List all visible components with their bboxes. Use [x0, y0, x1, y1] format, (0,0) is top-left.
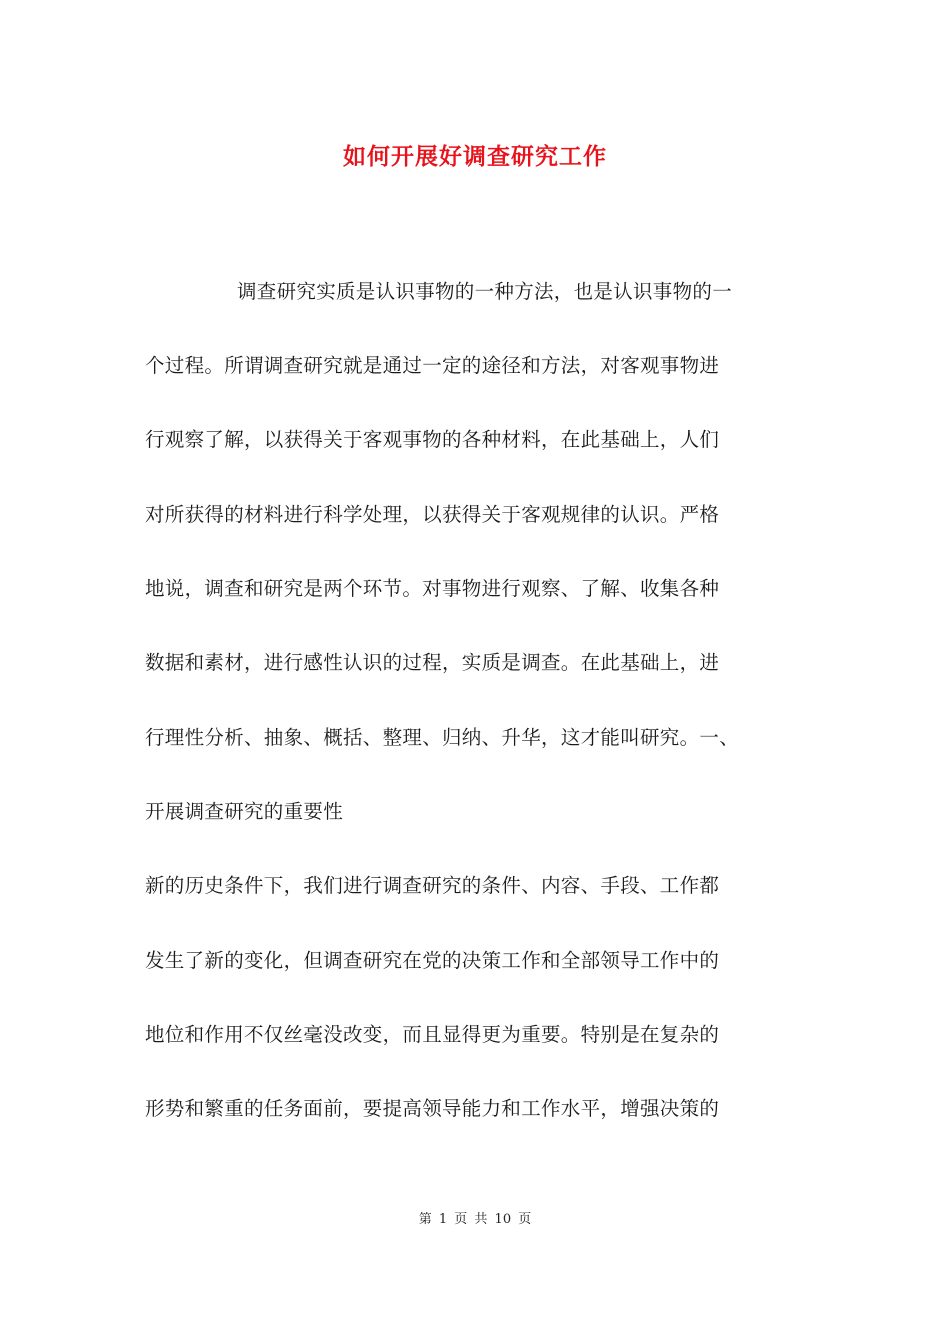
body-line-11: 地位和作用不仅丝毫没改变，而且显得更为重要。特别是在复杂的: [145, 1023, 720, 1046]
body-line-3: 行观察了解，以获得关于客观事物的各种材料，在此基础上，人们: [145, 428, 720, 451]
body-line-12: 形势和繁重的任务面前，要提高领导能力和工作水平，增强决策的: [145, 1097, 720, 1120]
document-title: 如何开展好调查研究工作: [343, 143, 607, 170]
page-number: 第 1 页 共 10 页: [418, 1212, 532, 1227]
section-heading: 开展调查研究的重要性: [145, 800, 344, 823]
body-line-4: 对所获得的材料进行科学处理，以获得关于客观规律的认识。严格: [145, 503, 720, 526]
body-line-5: 地说，调查和研究是两个环节。对事物进行观察、了解、收集各种: [145, 577, 720, 600]
body-line-2: 个过程。所谓调查研究就是通过一定的途径和方法，对客观事物进: [145, 354, 720, 377]
body-line-7: 行理性分析、抽象、概括、整理、归纳、升华，这才能叫研究。一、: [145, 726, 740, 749]
body-line-9: 新的历史条件下，我们进行调查研究的条件、内容、手段、工作都: [145, 874, 720, 897]
body-line-6: 数据和素材，进行感性认识的过程，实质是调查。在此基础上，进: [145, 651, 720, 674]
body-line-1: 调查研究实质是认识事物的一种方法，也是认识事物的一: [237, 280, 733, 303]
body-line-10: 发生了新的变化，但调查研究在党的决策工作和全部领导工作中的: [145, 949, 720, 972]
